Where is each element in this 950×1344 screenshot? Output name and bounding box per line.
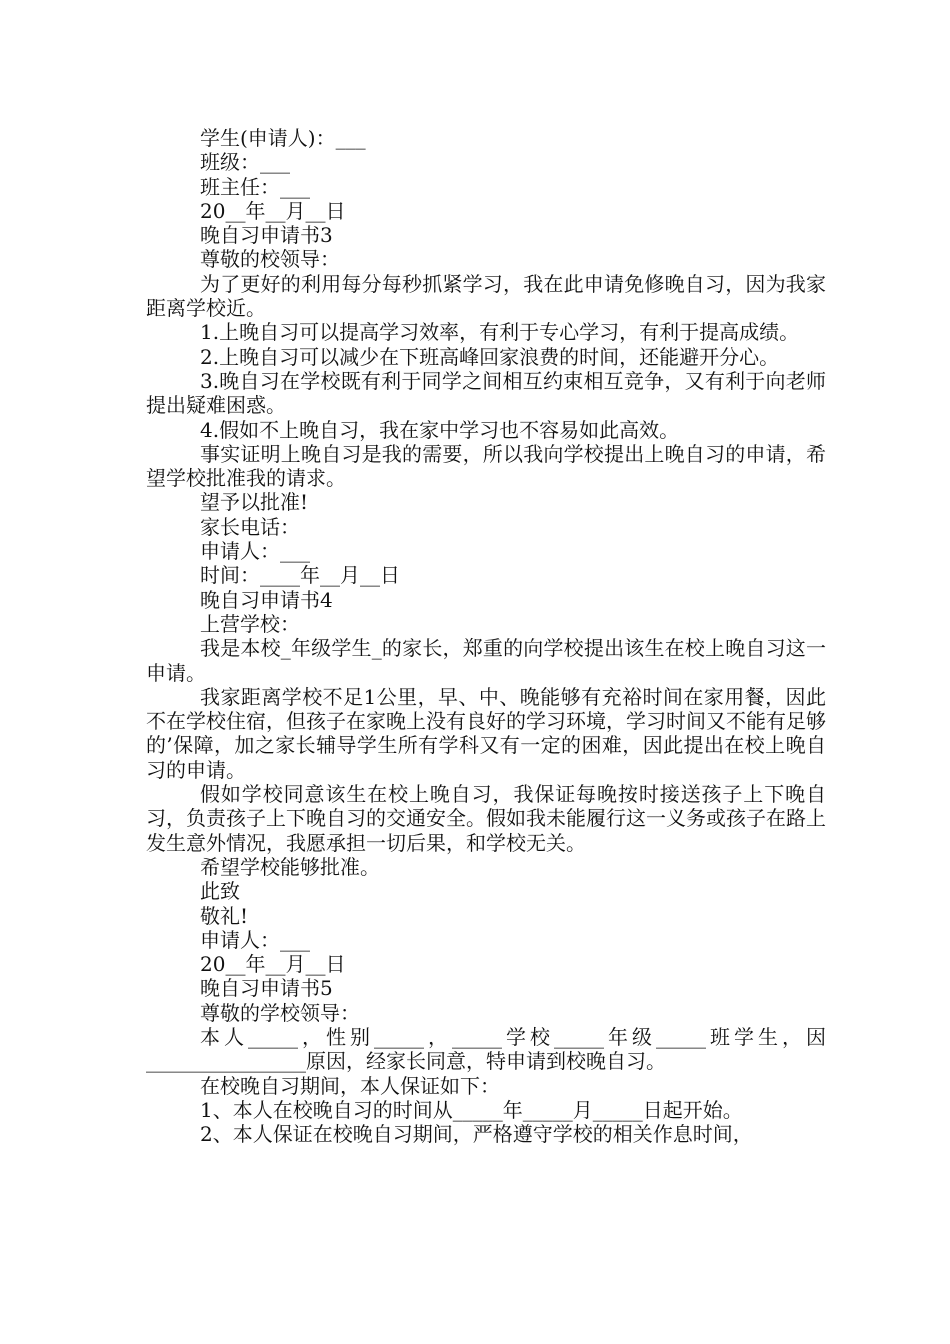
text-line: 尊敬的学校领导： (200, 1000, 360, 1025)
text-line: 尊敬的校领导： (200, 247, 340, 272)
paragraph: 3.晚自习在学校既有利于同学之间相互约束相互竞争，又有利于向老师提出疑难困惑。 (146, 368, 826, 418)
paragraph: 2.上晚自习可以减少在下班高峰回家浪费的时间，还能避开分心。 (200, 344, 780, 369)
paragraph: 我是本校_年级学生_的家长，郑重的向学校提出该生在校上晚自习这一申请。 (146, 636, 826, 685)
text-line: 2、本人保证在校晚自习期间，严格遵守学校的相关作息时间， (200, 1122, 753, 1147)
text-line: 望予以批准! (200, 490, 309, 515)
text-line: 在校晚自习期间，本人保证如下： (200, 1073, 500, 1098)
text-line: 时间：____年__月__日 (200, 563, 400, 588)
paragraph: 1.上晚自习可以提高学习效率，有利于专心学习，有利于提高成绩。 (200, 320, 800, 345)
paragraph: 事实证明上晚自习是我的需要，所以我向学校提出上晚自习的申请，希望学校批准我的请求。 (146, 441, 826, 491)
text-line: 20__年__月__日 (200, 952, 346, 977)
text-line: 班主任：___ (200, 174, 310, 199)
text-line: 20__年__月__日 (200, 198, 346, 223)
text-line: 家长电话： (200, 514, 300, 539)
text-line: 此致 (200, 879, 240, 904)
text-line: 敬礼! (200, 903, 249, 928)
text-line: 上营学校： (200, 611, 300, 636)
text-line: 希望学校能够批准。 (200, 854, 380, 879)
paragraph: 我家距离学校不足1公里，早、中、晚能够有充裕时间在家用餐，因此不在学校住宿，但孩子在家晚上没有良好的学习环境，学习时间又不能有足够的’保障，加之家长辅导学生所有学科又有一定的困难，因此提出在校上晚自习的申请。 (146, 684, 826, 782)
text-line: 学生(申请人)：___ (200, 126, 366, 150)
paragraph: 为了更好的利用每分每秒抓紧学习，我在此申请免修晚自习，因为我家距离学校近。 (146, 271, 826, 321)
paragraph: 假如学校同意该生在校上晚自习，我保证每晚按时接送孩子上下晚自习，负责孩子上下晚自习的交通安全。假如我未能履行这一义务或孩子在路上发生意外情况，我愿承担一切后果，和学校无关。 (146, 782, 826, 855)
text-line: 申请人：___ (200, 539, 310, 564)
text-line: 晚自习申请书3 (200, 223, 333, 248)
paragraph: 4.假如不上晚自习，我在家中学习也不容易如此高效。 (200, 417, 680, 442)
text-line: 晚自习申请书5 (200, 976, 333, 1001)
document-body (146, 126, 826, 1146)
text-line: 申请人：___ (200, 927, 310, 952)
text-line: 班级：___ (200, 150, 290, 175)
text-line: 晚自习申请书4 (200, 587, 333, 612)
paragraph: 本人_____，性别_____，_____学校_____年级_____班学生，因________________原因，经家长同意，特申请到校晚自习。 (146, 1024, 826, 1074)
text-line: 1、本人在校晚自习的时间从_____年_____月_____日起开始。 (200, 1097, 743, 1122)
